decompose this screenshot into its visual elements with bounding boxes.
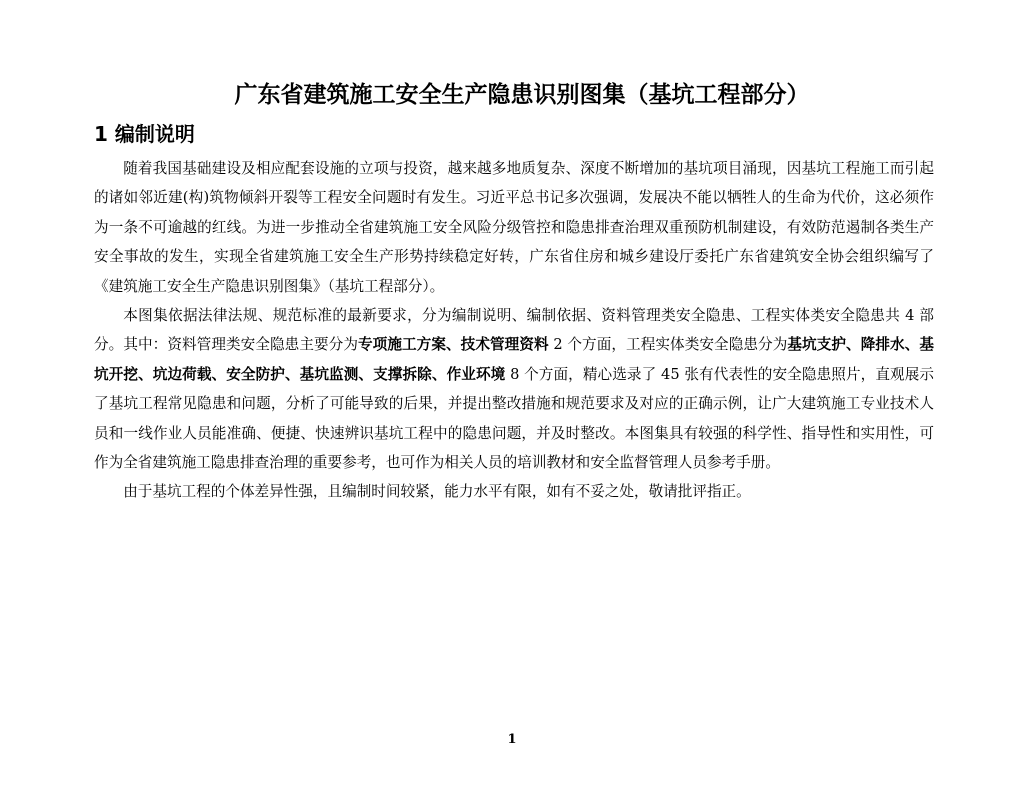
document-body <box>94 154 934 507</box>
document-title: 广东省建筑施工安全生产隐患识别图集（基坑工程部分） <box>234 82 810 108</box>
paragraph-structure-bold-2: 基坑支护、降排水、基坑开挖、坑边荷载、安全防护、基坑监测、支撑拆除、作业环境 <box>94 336 934 383</box>
paragraph-closing: 由于基坑工程的个体差异性强，且编制时间较紧，能力水平有限，如有不妥之处，敬请批评指正。 <box>123 483 751 501</box>
paragraph-intro: 随着我国基础建设及相应配套设施的立项与投资，越来越多地质复杂、深度不断增加的基坑项目涌现，因基坑工程施工而引起的诸如邻近建(构)筑物倾斜开裂等工程安全问题时有发生。习近平总书记多次强调，发展决不能以牺牲人的生命为代价，这必须作为一条不可逾越的红线。为进一步推动全省建筑施工安全风险分级管控和隐患排查治理双重预防机制建设，有效防范遏制各类生产安全事故的发生，实现全省建筑施工安全生产形势持续稳定好转，广东省住房和城乡建设厅委托广东省建筑安全协会组织编写了《建筑施工安全生产隐患识别图集》（基坑工程部分）。 <box>94 160 934 295</box>
paragraph-structure-bold-1: 专项施工方案、技术管理资料 <box>358 336 549 354</box>
paragraph-structure <box>94 301 934 477</box>
paragraph-structure-text-3: 8 个方面，精心选录了 45 张有代表性的安全隐患照片，直观展示了基坑工程常见隐患和问题，分析了可能导致的后果，并提出整改措施和规范要求及对应的正确示例，让广大建筑施工专业技术人员和一线作业人员能准确、便捷、快速辨识基坑工程中的隐患问题，并及时整改。本图集具有较强的科学性、指导性和实用性，可作为全省建筑施工隐患排查治理的重要参考，也可作为相关人员的培训教材和安全监督管理人员参考手册。 <box>94 365 934 472</box>
section-heading: 1 编制说明 <box>94 122 195 146</box>
paragraph-structure-text-2: 2 个方面，工程实体类安全隐患分为 <box>548 336 788 354</box>
paragraph-structure-text-1: 本图集依据法律法规、规范标准的最新要求，分为编制说明、编制依据、资料管理类安全隐患、工程实体类安全隐患共 4 部分。其中：资料管理类安全隐患主要分为 <box>94 307 934 354</box>
page-number: 1 <box>507 732 517 747</box>
